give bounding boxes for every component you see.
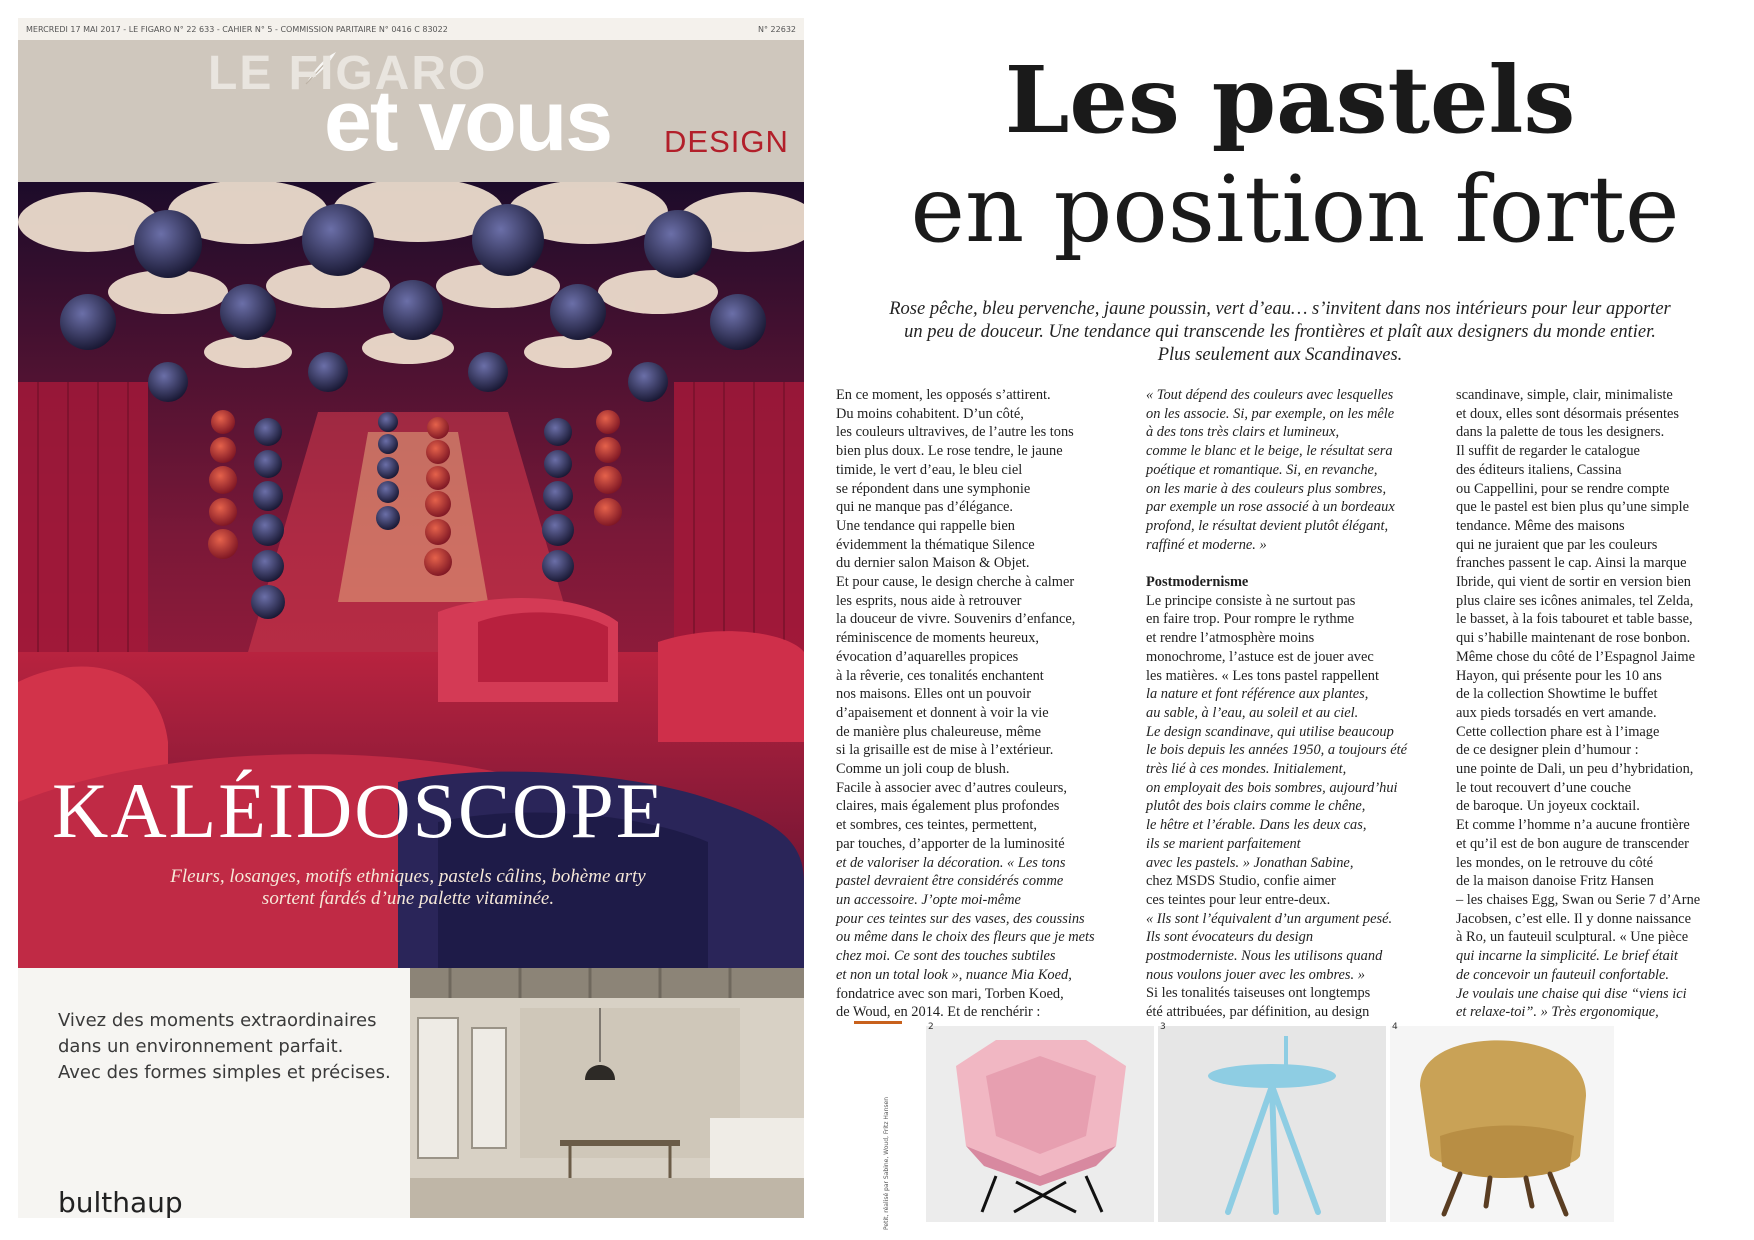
article-text-line: été attribuées, par définition, au design	[1146, 1004, 1370, 1021]
cover-subtitle-line: sortent fardés d’une palette vitaminée.	[261, 888, 555, 909]
ad-text-line: Avec des formes simples et précises.	[58, 1062, 391, 1083]
article-text-line: aux pieds torsadés en vert amande.	[1456, 704, 1657, 721]
article-text-line: et non un total look », nuance Mia Koed,	[836, 966, 1072, 983]
article-quote-line: profond, le résultat devient plutôt élégant,	[1146, 517, 1389, 534]
paragraph-gap	[1146, 554, 1416, 573]
article-text-line: et relaxe-toi”. » Très ergonomique,	[1456, 1004, 1659, 1021]
article-text-line: pour ces teintes sur des vases, des coussins	[836, 910, 1085, 927]
photo-credit-text: Petit, réalisé par Sabine, Woud, Fritz Hansen	[883, 1096, 890, 1230]
article-text-line: nos maisons. Elles ont un pouvoir	[836, 686, 1032, 703]
section-label-design: DESIGN	[664, 124, 789, 159]
article-quote-line: comme le blanc et le beige, le résultat sera	[1146, 443, 1393, 460]
article-text-line: et sombres, ces teintes, permettent,	[836, 817, 1038, 834]
standfirst-line: un peu de douceur. Une tendance qui transcende les frontières et plaît aux designers du monde entier.	[904, 322, 1656, 342]
article-text-line: en faire trop. Pour rompre le rythme	[1146, 611, 1355, 628]
article-text-line: plutôt des bois clairs comme le chêne,	[1146, 798, 1366, 815]
article-text-line: si la grisaille est de mise à l’extérieur.	[836, 742, 1054, 759]
article-text-line: une pointe de Dali, un peu d’hybridation,	[1456, 761, 1694, 778]
article-text-line: Le design scandinave, qui utilise beaucoup	[1146, 723, 1394, 740]
article-text-line: plus claire ses icônes animales, tel Zelda,	[1456, 592, 1694, 609]
article-text-line: de baroque. Un joyeux cocktail.	[1456, 798, 1640, 815]
article-text-line: de ce designer plein d’humour :	[1456, 742, 1639, 759]
highlight-underline	[854, 1021, 902, 1024]
issue-number: N° 22632	[758, 24, 796, 34]
article-text-line: Une tendance qui rappelle bien	[836, 517, 1016, 534]
article-text-line: claires, mais également plus profondes	[836, 798, 1060, 815]
article-standfirst	[830, 298, 1730, 367]
photo-number: 4	[1392, 1022, 1398, 1032]
pink-armchair-illustration	[926, 1026, 1154, 1222]
article-quote-line: raffiné et moderne. »	[1146, 536, 1267, 553]
article-text-line: à la rêverie, ces tonalités enchantent	[836, 667, 1044, 684]
article-text-line: de Woud, en 2014. Et de renchérir :	[836, 1004, 1041, 1021]
article-text-line: Du moins cohabitent. D’un côté,	[836, 405, 1024, 422]
article-text-line: ces teintes pour leur entre-deux.	[1146, 891, 1331, 908]
article-text-line: Je voulais une chaise qui dise “viens ici	[1456, 985, 1687, 1002]
blue-side-table-illustration	[1158, 1026, 1386, 1222]
article-text-line: et qu’il est de bon augure de transcender	[1456, 835, 1689, 852]
article-text-line: postmoderniste. Nous les utilisons quand	[1146, 948, 1383, 965]
article-headline: Les pastels	[1004, 46, 1576, 154]
article-text-line: ou même dans le choix des fleurs que je mets	[836, 929, 1095, 946]
article-text-line: et rendre l’atmosphère moins	[1146, 630, 1315, 647]
article-text-line: monochrome, l’astuce est de jouer avec	[1146, 648, 1374, 665]
article-text-line: pastel devraient être considérés comme	[836, 873, 1064, 890]
article-text-line: le tout recouvert d’une couche	[1456, 779, 1632, 796]
article-column-2	[1146, 386, 1416, 1022]
article-text-line: très lié à ces mondes. Initialement,	[1146, 761, 1347, 778]
article-quote-line: « Tout dépend des couleurs avec lesquelles	[1146, 387, 1394, 403]
photo-pink-armchair	[926, 1026, 1154, 1222]
brand-le-figaro: LE FIGARO	[208, 47, 488, 100]
article-text-line: nous voulons jouer avec les ombres. »	[1146, 966, 1365, 983]
article-text-line: la nature et font référence aux plantes,	[1146, 686, 1369, 703]
article-text-line: Si les tonalités taiseuses ont longtemps	[1146, 985, 1371, 1002]
article-text-line: de manière plus chaleureuse, même	[836, 723, 1041, 740]
article-text-line: En ce moment, les opposés s’attirent.	[836, 387, 1051, 403]
article-quote-line: poétique et romantique. Si, en revanche,	[1146, 461, 1378, 478]
article-text-line: les couleurs ultravives, de l’autre les tons	[836, 424, 1074, 441]
article-text-line: chez MSDS Studio, confie aimer	[1146, 873, 1336, 890]
article-text-line: à Ro, un fauteuil sculptural. « Une pièce	[1456, 929, 1689, 946]
article-text-line: de concevoir un fauteuil confortable.	[1456, 966, 1670, 983]
article-text-line: par touches, d’apporter de la luminosité	[836, 835, 1065, 852]
article-text-line: au sable, à l’eau, au soleil et au ciel.	[1146, 704, 1359, 721]
article-text-line: Facile à associer avec d’autres couleurs,	[836, 779, 1067, 796]
photo-number: 2	[928, 1022, 934, 1032]
article-text-line: Cette collection phare est à l’image	[1456, 723, 1660, 740]
article-text-line: ou Cappellini, pour se rendre compte	[1456, 480, 1670, 497]
article-text-line: Il suffit de regarder le catalogue	[1456, 443, 1640, 460]
article-column-1	[836, 386, 1106, 1022]
article-column-3	[1456, 386, 1726, 1022]
article-text-line: Ibride, qui vient de sortir en version bien	[1456, 574, 1691, 591]
article-text-line: réminiscence de moments heureux,	[836, 630, 1039, 647]
article-text-line: dans la palette de tous les designers.	[1456, 424, 1665, 441]
magazine-cover-page	[18, 18, 804, 1218]
article-text-line: Le principe consiste à ne surtout pas	[1146, 592, 1356, 609]
article-text-line: du dernier salon Maison & Objet.	[836, 555, 1030, 572]
article-subheading: Postmodernisme	[1146, 574, 1249, 591]
ad-text-line: Vivez des moments extraordinaires	[58, 1010, 377, 1031]
photo-credit	[883, 1096, 893, 1230]
photo-mustard-armchair	[1390, 1026, 1614, 1222]
article-text-line: le bois depuis les années 1950, a toujours été	[1146, 742, 1407, 759]
article-quote-line: par exemple un rose associé à un bordeaux	[1146, 499, 1395, 516]
ad-text-line: dans un environnement parfait.	[58, 1036, 344, 1057]
article-text-line: timide, le vert d’eau, le bleu ciel	[836, 461, 1023, 478]
article-text-line: – les chaises Egg, Swan ou Serie 7 d’Arne	[1456, 891, 1701, 908]
article-text-line: bien plus doux. Le rose tendre, le jaune	[836, 443, 1063, 460]
article-text-line: Ils sont évocateurs du design	[1146, 929, 1314, 946]
ad-photo-kitchen-interior	[410, 968, 804, 1218]
photo-blue-side-table	[1158, 1026, 1386, 1222]
article-text-line: des éditeurs italiens, Cassina	[1456, 461, 1622, 478]
article-text-line: de la collection Showtime le buffet	[1456, 686, 1658, 703]
photo-number: 3	[1160, 1022, 1166, 1032]
article-text-line: que le pastel est bien plus qu’une simple	[1456, 499, 1689, 516]
article-text-line: se répondent dans une symphonie	[836, 480, 1031, 497]
article-text-line: et doux, elles sont désormais présentes	[1456, 405, 1680, 422]
article-text-line: Même chose du côté de l’Espagnol Jaime	[1456, 648, 1695, 665]
article-text-line: Comme un joli coup de blush.	[836, 761, 1010, 778]
ad-brand-logo: bulthaup	[58, 1186, 183, 1218]
mustard-armchair-illustration	[1390, 1026, 1614, 1222]
article-text-line: franches passent le cap. Ainsi la marque	[1456, 555, 1687, 572]
article-text-line: les mondes, on le retrouve du côté	[1456, 854, 1654, 871]
article-quote-line: à des tons très clairs et lumineux,	[1146, 424, 1340, 441]
article-text-line: Hayon, qui présente pour les 10 ans	[1456, 667, 1662, 684]
article-text-line: qui ne manque pas d’élégance.	[836, 499, 1014, 516]
article-text-line: qui incarne la simplicité. Le brief était	[1456, 948, 1678, 965]
article-quote-line: on les marie à des couleurs plus sombres,	[1146, 480, 1387, 497]
article-text-line: évidemment la thématique Silence	[836, 536, 1035, 553]
cover-subtitle-line: Fleurs, losanges, motifs ethniques, pastels câlins, bohème arty	[170, 866, 646, 887]
article-text-line: « Ils sont l’équivalent d’un argument pesé.	[1146, 910, 1393, 927]
standfirst-line: Rose pêche, bleu pervenche, jaune poussin, vert d’eau… s’invitent dans nos intérieurs pour leur apporter	[889, 299, 1671, 319]
article-text-line: évocation d’aquarelles propices	[836, 648, 1019, 665]
article-text-line: qui ne juraient que par les couleurs	[1456, 536, 1658, 553]
article-text-line: chez moi. Ce sont des touches subtiles	[836, 948, 1056, 965]
article-quote-line: on les associe. Si, par exemple, on les mêle	[1146, 405, 1395, 422]
article-text-line: fondatrice avec son mari, Torben Koed,	[836, 985, 1064, 1002]
article-text-line: un accessoire. J’opte moi-même	[836, 891, 1021, 908]
article-text-line: d’apaisement et donnent à voir la vie	[836, 704, 1049, 721]
article-headline-line-2: en position forte	[910, 156, 1680, 263]
article-text-line: de la maison danoise Fritz Hansen	[1456, 873, 1654, 890]
ad-photo-illustration	[410, 968, 804, 1218]
article-text-line: et de valoriser la décoration. « Les tons	[836, 854, 1066, 871]
article-text-line: Et pour cause, le design cherche à calmer	[836, 574, 1075, 591]
article-text-line: qui s’habille maintenant de rose bonbon.	[1456, 630, 1691, 647]
standfirst-line: Plus seulement aux Scandinaves.	[1157, 345, 1403, 365]
article-text-line: on employait des bois sombres, aujourd’hui	[1146, 779, 1398, 796]
article-text-line: ils se marient parfaitement	[1146, 835, 1301, 852]
issue-info-strip	[18, 18, 804, 40]
article-text-line: Et comme l’homme n’a aucune frontière	[1456, 817, 1690, 834]
article-text-line: le hêtre et l’érable. Dans les deux cas,	[1146, 817, 1367, 834]
article-text-line: tendance. Même des maisons	[1456, 517, 1625, 534]
article-text-line: les matières. « Les tons pastel rappellent	[1146, 667, 1379, 684]
brand-et-vous: et vous	[324, 73, 612, 169]
article-text-line: Jacobsen, c’est elle. Il y donne naissance	[1456, 910, 1691, 927]
cover-title: KALÉIDOSCOPE	[52, 767, 666, 854]
advertisement	[18, 968, 804, 1218]
article-text-line: avec les pastels. » Jonathan Sabine,	[1146, 854, 1354, 871]
cover-subtitle	[78, 866, 738, 910]
article-text-line: les esprits, nous aide à retrouver	[836, 592, 1022, 609]
article-text-line: scandinave, simple, clair, minimaliste	[1456, 387, 1673, 403]
article-text-line: la douceur de vivre. Souvenirs d’enfance,	[836, 611, 1076, 628]
article-text-line: le basset, à la fois tabouret et table basse,	[1456, 611, 1693, 628]
issue-info-left: MERCREDI 17 MAI 2017 - LE FIGARO N° 22 633 - CAHIER N° 5 - COMMISSION PARITAIRE N° 0416 C 83022	[26, 24, 448, 34]
